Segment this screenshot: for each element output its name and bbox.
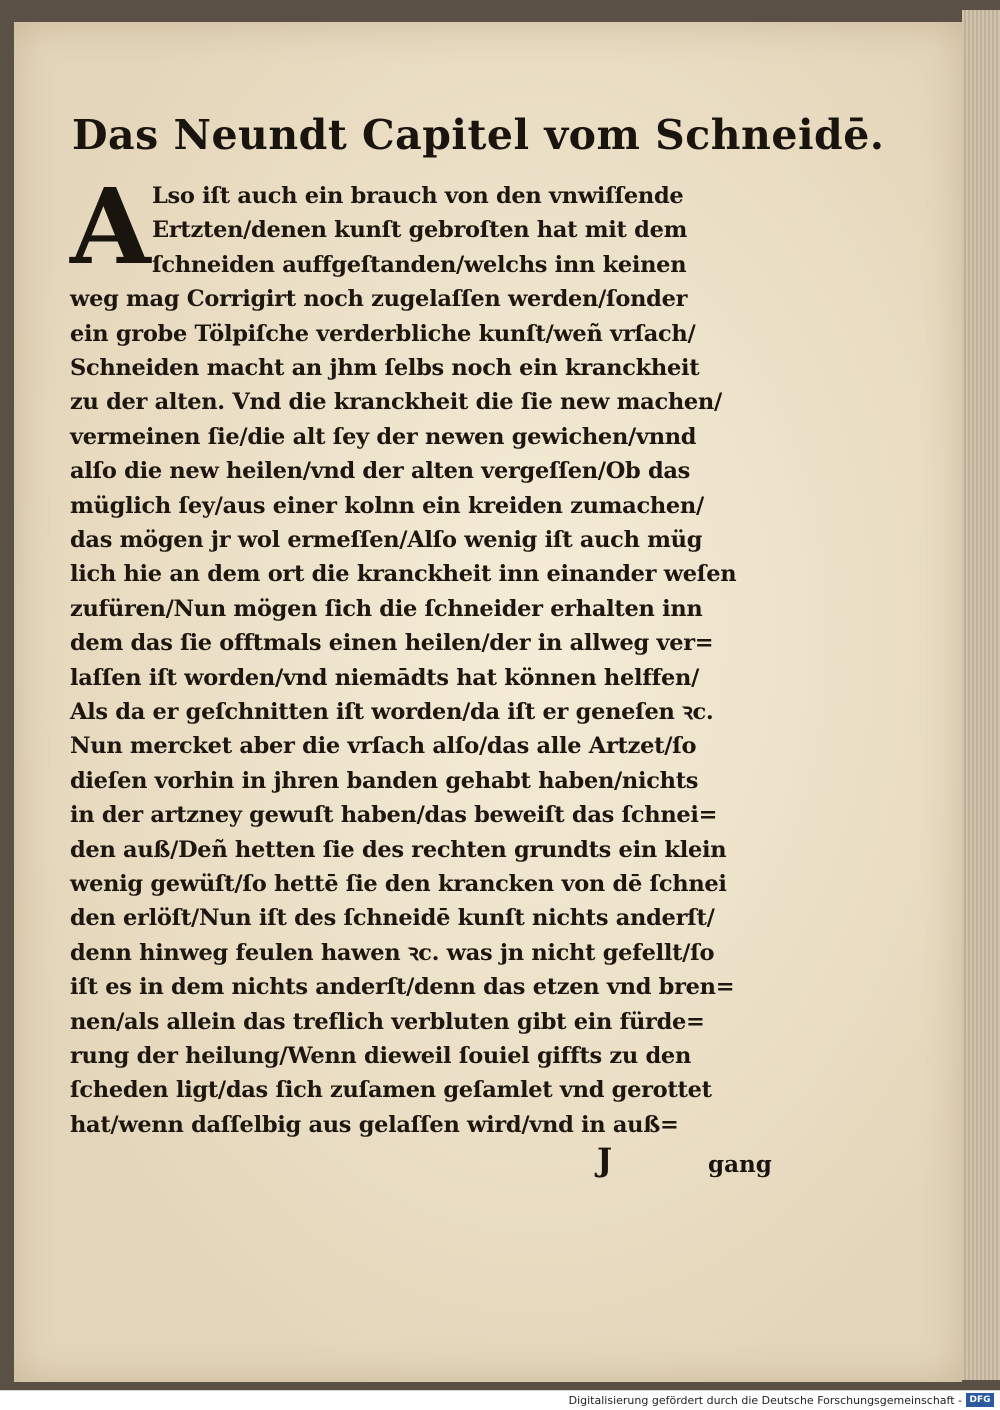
- text-line: Schneiden macht an jhm ſelbs noch ein kranckheit: [70, 355, 700, 381]
- text-line: Lso iſt auch ein brauch von den vnwiſſende: [152, 183, 684, 209]
- decorated-initial: A: [70, 165, 151, 288]
- text-line: weg mag Corrigirt noch zugelaſſen werden/ſonder: [70, 286, 688, 313]
- text-line: lich hie an dem ort die kranckheit inn einander weſen: [70, 561, 737, 588]
- dfg-logo[interactable]: DFG: [966, 1393, 994, 1407]
- text-line: vermeinen ſie/die alt ſey der newen gewichen/vnnd: [70, 423, 697, 450]
- text-line: müglich ſey/aus einer kolnn ein kreiden zumachen/: [70, 492, 704, 519]
- text-line: das mögen jr wol ermeſſen/Alſo wenig iſt auch müg: [70, 527, 703, 553]
- text-line: Nun mercket aber die vrſach alſo/das alle Artzet/ſo: [70, 733, 697, 760]
- text-line: ſchneiden auffgeſtanden/welchs inn keinen: [152, 251, 687, 278]
- text-line: hat/wenn daſſelbig aus gelaſſen wird/vnd in auß=: [70, 1111, 679, 1138]
- signature-mark: J: [597, 1141, 613, 1179]
- footer-bar: [0, 1390, 1000, 1410]
- text-line: dem das ſie offtmals einen heilen/der in allweg ver=: [70, 630, 714, 657]
- text-line: ein grobe Tölpiſche verderbliche kunſt/weñ vrſach/: [70, 320, 696, 347]
- footer-credit: Digitalisierung gefördert durch die Deutsche Forschungsgemeinschaft -: [568, 1394, 962, 1407]
- text-line: nen/als allein das treflich verbluten gibt ein fürde=: [70, 1008, 705, 1035]
- chapter-heading: Das Neundt Capitel vom Schneidē.: [72, 111, 885, 159]
- text-line: in der artzney gewuſt haben/das beweiſt das ſchnei=: [70, 802, 718, 829]
- text-line: zufüren/Nun mögen ſich die ſchneider erhalten inn: [70, 595, 703, 622]
- text-line: den auß/Deñ hetten ſie des rechten grundts ein klein: [70, 836, 727, 863]
- text-line: den erlöſt/Nun iſt des ſchneidē kunſt nichts anderſt/: [70, 905, 715, 932]
- catchword: gang: [708, 1151, 772, 1178]
- text-line: zu der alten. Vnd die kranckheit die ſie new machen/: [70, 389, 722, 416]
- text-line: alſo die new heilen/vnd der alten vergeſſen/Ob das: [70, 458, 691, 485]
- text-line: laſſen iſt worden/vnd niemādts hat können helffen/: [70, 664, 699, 691]
- text-line: dieſen vorhin in jhren banden gehabt haben/nichts: [70, 767, 699, 794]
- text-line: denn hinweg feulen hawen ꝛc. was jn nicht gefellt/ſo: [70, 939, 715, 966]
- text-line: wenig gewüſt/ſo hettē ſie den krancken von dē ſchnei: [70, 871, 727, 897]
- text-line: ſcheden ligt/das ſich zuſamen geſamlet vnd gerottet: [70, 1077, 712, 1104]
- text-line: Als da er geſchnitten iſt worden/da iſt er geneſen ꝛc.: [70, 699, 714, 725]
- text-line: rung der heilung/Wenn dieweil ſouiel giffts zu den: [70, 1043, 692, 1069]
- page-edge: [962, 10, 1000, 1380]
- text-line: Ertzten/denen kunſt gebroſten hat mit dem: [152, 217, 688, 244]
- text-line: iſt es in dem nichts anderſt/denn das etzen vnd bren=: [70, 974, 735, 1001]
